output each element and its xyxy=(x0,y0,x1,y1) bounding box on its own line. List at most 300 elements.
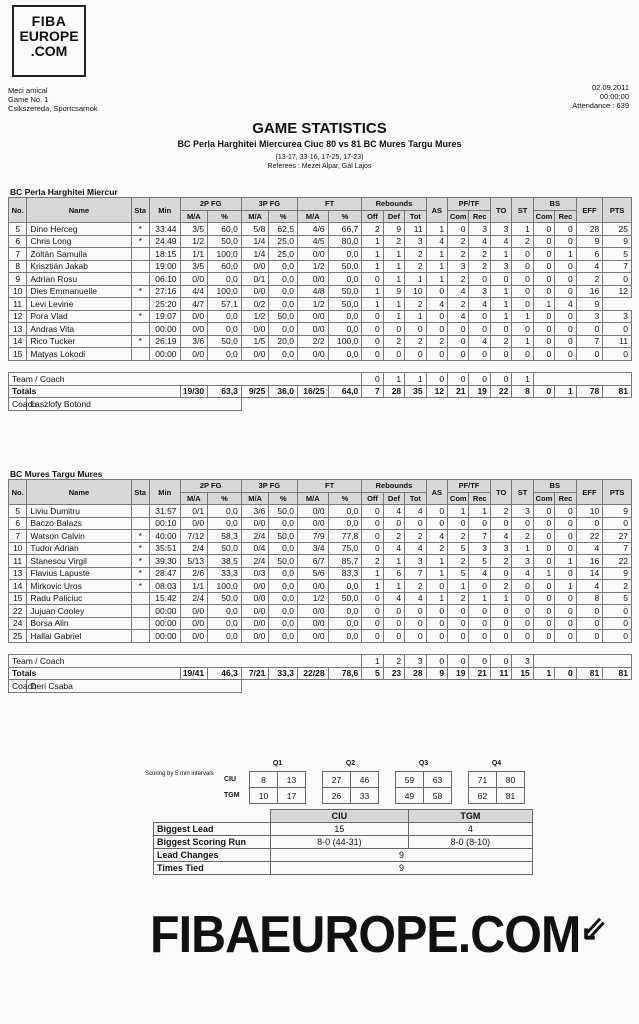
stat-cell: 4 xyxy=(469,298,490,311)
coach-label: Coach xyxy=(9,398,27,411)
team1-header-off-6: Off xyxy=(362,210,383,223)
stat-cell: Hallai Gabriel xyxy=(27,630,131,643)
stat-cell: Matyas Lokodi xyxy=(27,348,131,361)
stat-cell: 13 xyxy=(9,567,27,580)
stat-cell: 2/4 xyxy=(241,555,269,568)
stat-cell: 1 xyxy=(512,310,533,323)
stat-cell: 0 xyxy=(362,542,383,555)
totals-value: 7/21 xyxy=(241,667,269,680)
stat-cell: 2 xyxy=(405,298,426,311)
stat-cell: 0,0 xyxy=(328,348,362,361)
stat-cell: 0 xyxy=(512,323,533,336)
stat-cell: 0 xyxy=(448,335,469,348)
stat-cell: 4 xyxy=(405,505,426,518)
stat-cell: 11 xyxy=(9,298,27,311)
team2-header-fg3: 3P FG xyxy=(241,480,297,493)
stat-cell: 0 xyxy=(448,617,469,630)
team-coach-empty xyxy=(533,373,631,386)
stat-cell: 0 xyxy=(512,348,533,361)
stat-cell: 0 xyxy=(576,323,603,336)
lead-changes-label: Lead Changes xyxy=(154,849,271,862)
stat-cell: 0 xyxy=(383,605,404,618)
team-coach-value: 3 xyxy=(405,655,426,668)
ciu-interval-score: 71 xyxy=(469,772,497,788)
stat-cell: 0 xyxy=(362,273,383,286)
team-coach-value: 1 xyxy=(512,373,533,386)
stat-cell: 1 xyxy=(512,335,533,348)
stat-cell: 1 xyxy=(469,505,490,518)
stat-cell: 7/9 xyxy=(297,530,328,543)
ciu-interval-score: 27 xyxy=(323,772,351,788)
stat-cell: 0/0 xyxy=(297,273,328,286)
stat-cell: 0/0 xyxy=(241,348,269,361)
stat-cell: 0 xyxy=(555,235,576,248)
totals-value: 9/25 xyxy=(241,385,269,398)
stat-cell: 0 xyxy=(512,630,533,643)
team2-header-ma-0: M/A xyxy=(180,492,208,505)
totals-value: 8 xyxy=(512,385,533,398)
totals-value: 9 xyxy=(426,667,447,680)
team1-header-ft: FT xyxy=(297,198,361,211)
stat-cell: 19:07 xyxy=(149,310,180,323)
stat-cell: 3/4 xyxy=(297,542,328,555)
stat-cell: 50,0 xyxy=(269,505,298,518)
stat-cell: 2/4 xyxy=(180,592,208,605)
totals-value: 19 xyxy=(448,667,469,680)
q-gap xyxy=(306,788,323,804)
stat-cell: 1/2 xyxy=(241,310,269,323)
team1-header-com-9: Com xyxy=(448,210,469,223)
q-gap xyxy=(306,756,323,772)
fiba-europe-footer-logo xyxy=(150,905,606,965)
tgm-interval-score: 33 xyxy=(351,788,379,804)
stat-cell: 0 xyxy=(555,517,576,530)
stat-cell: 6 xyxy=(383,567,404,580)
stat-cell: Pora Vlad xyxy=(27,310,131,323)
stat-cell: 2 xyxy=(469,248,490,261)
stat-cell: 1/2 xyxy=(297,592,328,605)
stat-cell: 0 xyxy=(533,555,554,568)
stat-cell: * xyxy=(131,530,149,543)
table-row xyxy=(9,323,632,336)
stat-cell: 3 xyxy=(469,285,490,298)
stat-cell: 0/0 xyxy=(180,273,208,286)
ciu-interval-score: 46 xyxy=(351,772,379,788)
stat-cell: 0 xyxy=(576,517,603,530)
stat-cell: Liviu Dumitru xyxy=(27,505,131,518)
stat-cell: 1 xyxy=(383,260,404,273)
stat-cell: 0 xyxy=(512,298,533,311)
stat-cell: 0/0 xyxy=(297,605,328,618)
stat-cell: 8 xyxy=(9,260,27,273)
totals-value: 0 xyxy=(533,385,554,398)
team2-header-pct-3: % xyxy=(269,492,298,505)
coach-empty xyxy=(241,680,631,693)
table-row xyxy=(9,605,632,618)
team-coach-value: 3 xyxy=(512,655,533,668)
stat-cell: 5/8 xyxy=(241,223,269,236)
team1-header-bs: BS xyxy=(533,198,576,211)
stat-cell: 2 xyxy=(405,335,426,348)
stat-cell: 3 xyxy=(405,235,426,248)
stat-cell: 0 xyxy=(469,605,490,618)
stat-cell: 0,0 xyxy=(269,298,298,311)
stat-cell: 5 xyxy=(9,505,27,518)
stat-cell: 19:00 xyxy=(149,260,180,273)
totals-value: 78,6 xyxy=(328,667,362,680)
tgm-interval-score: 10 xyxy=(250,788,278,804)
stat-cell: 9 xyxy=(576,298,603,311)
totals-value: 15 xyxy=(512,667,533,680)
team-coach-label: Team / Coach xyxy=(9,373,362,386)
stat-cell: 0 xyxy=(383,323,404,336)
stat-cell: 0,0 xyxy=(328,630,362,643)
team2-header-eff: EFF xyxy=(576,480,603,505)
stat-cell: 0 xyxy=(490,273,511,286)
stat-cell: 7 xyxy=(469,530,490,543)
tgm-interval-score: 26 xyxy=(323,788,351,804)
stat-cell: 2 xyxy=(448,235,469,248)
stat-cell: 0 xyxy=(426,517,447,530)
stat-cell: 1 xyxy=(555,555,576,568)
game-venue: Csikszereda, Sportcsarnok xyxy=(8,104,98,113)
stat-cell: 0,0 xyxy=(328,323,362,336)
stat-cell: 1 xyxy=(490,310,511,323)
stat-cell: 0,0 xyxy=(208,517,242,530)
stat-cell: 0 xyxy=(533,323,554,336)
stat-cell: 11 xyxy=(9,555,27,568)
totals-value: 19 xyxy=(469,385,490,398)
stat-cell: 50,0 xyxy=(269,555,298,568)
stat-cell: 62,5 xyxy=(269,223,298,236)
stat-cell: * xyxy=(131,235,149,248)
spacer-row xyxy=(9,642,632,655)
stat-cell: 4/4 xyxy=(180,285,208,298)
stat-cell: 75,0 xyxy=(328,542,362,555)
stat-cell: 0,0 xyxy=(328,617,362,630)
quarter-label: Q3 xyxy=(418,760,429,767)
stat-cell: 0 xyxy=(490,517,511,530)
stat-cell: 10 xyxy=(9,542,27,555)
stat-cell: 40:00 xyxy=(149,530,180,543)
stat-cell: 1/5 xyxy=(241,335,269,348)
totals-value: 22 xyxy=(490,385,511,398)
team2-header-ft: FT xyxy=(297,480,361,493)
stat-cell: * xyxy=(131,542,149,555)
stat-cell: 9 xyxy=(383,285,404,298)
ciu-interval-score: 8 xyxy=(250,772,278,788)
stat-cell: 0/0 xyxy=(241,592,269,605)
team2-stats-table xyxy=(8,479,632,693)
times-tied-value: 9 xyxy=(271,862,533,875)
stat-cell: 0 xyxy=(426,348,447,361)
stat-cell: 00:00 xyxy=(149,348,180,361)
team1-name: BC Perla Harghitei Miercur xyxy=(10,187,118,197)
stat-cell: 2 xyxy=(448,248,469,261)
stat-cell: 10 xyxy=(576,505,603,518)
stat-cell xyxy=(131,617,149,630)
table-row xyxy=(9,285,632,298)
totals-value: 21 xyxy=(448,385,469,398)
stat-cell: 0 xyxy=(533,592,554,605)
game-number: Game No. 1 xyxy=(8,95,49,104)
stat-cell: 7 xyxy=(405,567,426,580)
stat-cell: 2 xyxy=(490,505,511,518)
totals-value: 1 xyxy=(555,385,576,398)
stat-cell: 0,0 xyxy=(269,580,298,593)
stat-cell: 100,0 xyxy=(208,248,242,261)
stat-cell xyxy=(131,260,149,273)
stat-cell: 3 xyxy=(576,310,603,323)
stat-cell: 1 xyxy=(426,273,447,286)
stat-cell: 7 xyxy=(9,530,27,543)
stat-cell: 20,0 xyxy=(269,335,298,348)
totals-value: 46,3 xyxy=(208,667,242,680)
team1-header-reb: Rebounds xyxy=(362,198,426,211)
logo-line-3: .COM xyxy=(30,43,68,59)
stat-cell: 1 xyxy=(512,542,533,555)
stat-cell: 0 xyxy=(405,323,426,336)
team2-header-min: Min xyxy=(149,480,180,505)
stat-cell: 4 xyxy=(555,298,576,311)
game-type: Meci amical xyxy=(8,86,48,95)
game-date: 02.09.2011 xyxy=(592,83,629,92)
stat-cell: 0,0 xyxy=(269,617,298,630)
stat-cell: 0 xyxy=(533,605,554,618)
stat-cell: 0 xyxy=(576,348,603,361)
team2-header-com-11: Com xyxy=(533,492,554,505)
stat-cell: Chris Long xyxy=(27,235,131,248)
stat-cell: 4 xyxy=(469,567,490,580)
stat-cell: 2 xyxy=(405,260,426,273)
stat-cell: 1 xyxy=(426,592,447,605)
stat-cell: 0 xyxy=(533,260,554,273)
stat-cell: 50,0 xyxy=(328,260,362,273)
stat-cell: 0 xyxy=(469,323,490,336)
stat-cell: 0 xyxy=(362,335,383,348)
stat-cell: 0 xyxy=(469,580,490,593)
stat-cell: 0/0 xyxy=(241,630,269,643)
stat-cell: 3 xyxy=(512,505,533,518)
totals-value: 64,0 xyxy=(328,385,362,398)
stat-cell: 6 xyxy=(576,248,603,261)
stat-cell: 5 xyxy=(9,223,27,236)
stat-cell: 2 xyxy=(362,223,383,236)
stat-cell: 2 xyxy=(405,580,426,593)
stat-cell: 2 xyxy=(448,298,469,311)
stat-cell: 0 xyxy=(490,323,511,336)
stat-cell: 2 xyxy=(405,248,426,261)
ciu-row-label: CIU xyxy=(224,776,237,783)
stat-cell: Flavius Lapuste xyxy=(27,567,131,580)
stat-cell: 08:03 xyxy=(149,580,180,593)
stat-cell: 0 xyxy=(603,323,632,336)
stat-cell: 1 xyxy=(555,580,576,593)
team-coach-empty xyxy=(533,655,631,668)
team-coach-label: Team / Coach xyxy=(9,655,362,668)
totals-value: 1 xyxy=(533,667,554,680)
stat-cell: Borsa Alin xyxy=(27,617,131,630)
totals-value: 16/25 xyxy=(297,385,328,398)
stat-cell: 2 xyxy=(576,273,603,286)
stat-cell: 0 xyxy=(555,310,576,323)
stat-cell: 50,0 xyxy=(269,530,298,543)
team1-header-pct-5: % xyxy=(328,210,362,223)
stat-cell: 0 xyxy=(426,580,447,593)
stat-cell: 10 xyxy=(9,285,27,298)
team1-header-fg3: 3P FG xyxy=(241,198,297,211)
team1-header-tot-8: Tot xyxy=(405,210,426,223)
team1-header-rec-12: Rec xyxy=(555,210,576,223)
stat-cell: 0 xyxy=(448,323,469,336)
table-row xyxy=(9,335,632,348)
stat-cell: 0 xyxy=(555,542,576,555)
stat-cell: 2/4 xyxy=(180,542,208,555)
stat-cell: 0/0 xyxy=(297,505,328,518)
totals-label: Totals xyxy=(9,385,181,398)
stat-cell: 0 xyxy=(469,273,490,286)
stat-cell: 0/0 xyxy=(241,617,269,630)
stat-cell: 50,0 xyxy=(328,298,362,311)
stat-cell: 0/1 xyxy=(241,273,269,286)
stat-cell: 6 xyxy=(9,517,27,530)
stat-cell: 2 xyxy=(448,530,469,543)
stat-cell: 1 xyxy=(490,298,511,311)
stat-cell: 1/2 xyxy=(180,235,208,248)
stat-cell: 00:00 xyxy=(149,630,180,643)
stat-cell: 0 xyxy=(383,517,404,530)
stat-cell: 9 xyxy=(603,567,632,580)
stat-cell: 14 xyxy=(576,567,603,580)
game-datetime xyxy=(572,83,629,110)
totals-value: 11 xyxy=(490,667,511,680)
stat-cell: 9 xyxy=(603,235,632,248)
stat-cell: 0 xyxy=(533,630,554,643)
stat-cell: 85,7 xyxy=(328,555,362,568)
stat-cell: 0/0 xyxy=(297,517,328,530)
stat-cell: 2 xyxy=(426,335,447,348)
stat-cell: 4 xyxy=(426,235,447,248)
team2-header-pftf: PF/TF xyxy=(448,480,491,493)
stat-cell: 0 xyxy=(533,530,554,543)
stat-cell: 0 xyxy=(383,617,404,630)
team-coach-value: 0 xyxy=(490,655,511,668)
team2-header-pts: PTS xyxy=(603,480,632,505)
stat-cell: 60,0 xyxy=(208,260,242,273)
stat-cell: 1 xyxy=(362,298,383,311)
stat-cell: Rico Tucker xyxy=(27,335,131,348)
team-coach-value: 1 xyxy=(405,373,426,386)
stat-cell: 2 xyxy=(448,592,469,605)
stat-cell: 3 xyxy=(490,223,511,236)
totals-value: 21 xyxy=(469,667,490,680)
stat-cell: 5 xyxy=(469,555,490,568)
game-info xyxy=(8,86,98,113)
stat-cell: 1 xyxy=(512,223,533,236)
arrow-icon: ⇙ xyxy=(580,910,606,948)
stat-cell: 0 xyxy=(512,248,533,261)
table-row xyxy=(9,310,632,323)
stat-cell: 1 xyxy=(426,260,447,273)
page-title: GAME STATISTICS xyxy=(252,120,387,137)
stat-cell: 14 xyxy=(9,580,27,593)
team2-header-ma-4: M/A xyxy=(297,492,328,505)
q-gap xyxy=(379,756,396,772)
team2-header-st: ST xyxy=(512,480,533,505)
stat-cell: 0/0 xyxy=(180,323,208,336)
stat-cell: 0/1 xyxy=(180,505,208,518)
team2-name: BC Mures Targu Mures xyxy=(10,469,103,479)
stat-cell: 1 xyxy=(426,567,447,580)
stat-cell: 0,0 xyxy=(208,323,242,336)
table-row xyxy=(9,567,632,580)
stat-cell: 22 xyxy=(603,555,632,568)
tgm-interval-score: 81 xyxy=(497,788,525,804)
summary-col-tgm: TGM xyxy=(408,810,532,823)
stat-cell: 3 xyxy=(405,555,426,568)
stat-cell: 2/4 xyxy=(241,530,269,543)
stat-cell: 0 xyxy=(490,605,511,618)
stat-cell: 2 xyxy=(383,335,404,348)
coach-name: Laszlofy Botond xyxy=(27,398,241,411)
stat-cell: 4 xyxy=(576,260,603,273)
stat-cell: 0,0 xyxy=(208,273,242,286)
team-coach-value: 0 xyxy=(490,373,511,386)
stat-cell: 3/5 xyxy=(180,260,208,273)
stat-cell: 1 xyxy=(405,310,426,323)
stat-cell: 0 xyxy=(555,223,576,236)
stat-cell: Stanescu Virgil xyxy=(27,555,131,568)
stat-cell: 0 xyxy=(533,505,554,518)
stat-cell xyxy=(131,273,149,286)
stat-cell: 25,0 xyxy=(269,235,298,248)
stat-cell: 0 xyxy=(426,323,447,336)
stat-cell: 16 xyxy=(576,285,603,298)
stat-cell: 9 xyxy=(603,505,632,518)
stat-cell: 1 xyxy=(383,555,404,568)
team2-header-rec-10: Rec xyxy=(469,492,490,505)
stat-cell: 1 xyxy=(383,298,404,311)
table-row xyxy=(9,517,632,530)
stat-cell: 22 xyxy=(9,605,27,618)
stat-cell xyxy=(131,592,149,605)
stat-cell: 39:30 xyxy=(149,555,180,568)
totals-value: 78 xyxy=(576,385,603,398)
stat-cell: 0 xyxy=(405,617,426,630)
stat-cell: 0 xyxy=(426,505,447,518)
stat-cell: 0 xyxy=(533,348,554,361)
stat-cell: * xyxy=(131,567,149,580)
stat-cell: 4 xyxy=(448,285,469,298)
stat-cell: 0 xyxy=(576,630,603,643)
totals-value: 22/28 xyxy=(297,667,328,680)
stat-cell: 15:42 xyxy=(149,592,180,605)
stat-cell: 0 xyxy=(405,517,426,530)
team1-header-fg2: 2P FG xyxy=(180,198,241,211)
team1-header-pftf: PF/TF xyxy=(448,198,491,211)
stat-cell: 4 xyxy=(383,542,404,555)
team-coach-value: 0 xyxy=(448,655,469,668)
stat-cell: 100,0 xyxy=(208,580,242,593)
stat-cell: Adrian Rosu xyxy=(27,273,131,286)
team1-header-no: No. xyxy=(9,198,27,223)
team1-header-pct-1: % xyxy=(208,210,242,223)
stat-cell: 0 xyxy=(469,348,490,361)
stat-cell: 4 xyxy=(576,542,603,555)
team1-header-name: Name xyxy=(27,198,131,223)
stat-cell: 0 xyxy=(490,567,511,580)
stat-cell: 0 xyxy=(533,542,554,555)
